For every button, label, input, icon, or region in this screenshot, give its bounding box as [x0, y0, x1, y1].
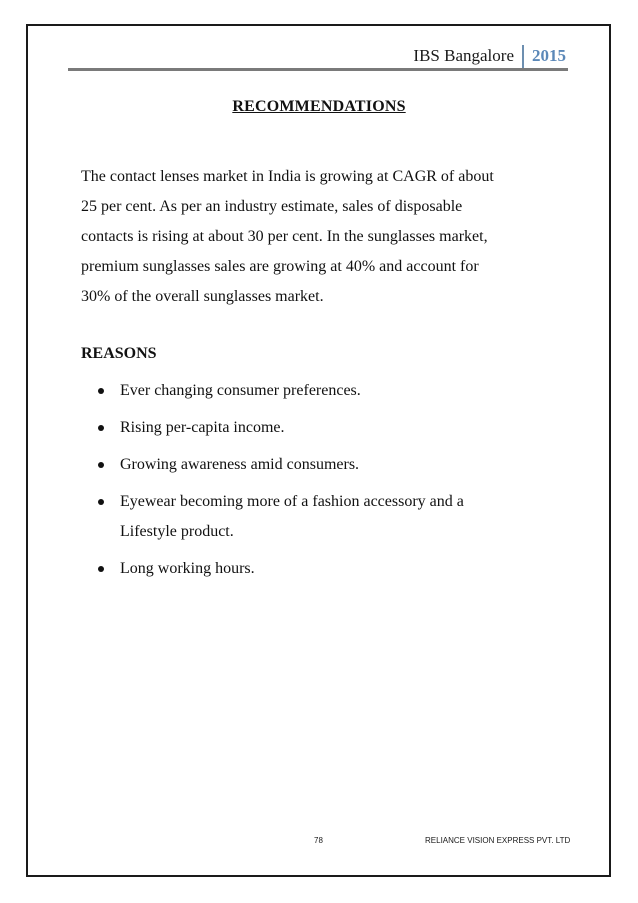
- list-item-text-continued: Lifestyle product.: [120, 523, 234, 540]
- page-header: [413, 42, 566, 70]
- paragraph-line: premium sunglasses sales are growing at 40% and account for: [81, 258, 479, 275]
- bullet-icon: [98, 462, 104, 468]
- paragraph-line: The contact lenses market in India is growing at CAGR of about: [81, 168, 494, 185]
- list-item: [96, 413, 566, 443]
- list-item: [96, 554, 566, 584]
- paragraph-line: 30% of the overall sunglasses market.: [81, 288, 324, 305]
- list-item-text: Eyewear becoming more of a fashion accessory and a: [120, 493, 464, 510]
- list-item: [96, 450, 566, 480]
- intro-paragraph: [81, 162, 561, 312]
- header-rule: [68, 68, 568, 71]
- paragraph-line: 25 per cent. As per an industry estimate, sales of disposable: [81, 198, 463, 215]
- reasons-heading: REASONS: [81, 345, 157, 362]
- list-item-text: Ever changing consumer preferences.: [120, 382, 361, 399]
- bullet-icon: [98, 499, 104, 505]
- page-title: RECOMMENDATIONS: [232, 98, 406, 115]
- list-item-text: Growing awareness amid consumers.: [120, 456, 360, 473]
- list-item: [96, 487, 566, 547]
- footer-company: RELIANCE VISION EXPRESS PVT. LTD: [425, 836, 571, 845]
- bullet-icon: [98, 566, 104, 572]
- list-item-text: Long working hours.: [120, 560, 255, 577]
- header-organization: IBS Bangalore: [413, 45, 524, 70]
- paragraph-line: contacts is rising at about 30 per cent. In the sunglasses market,: [81, 228, 488, 245]
- page-number: 78: [314, 836, 323, 845]
- list-item-text: Rising per-capita income.: [120, 419, 285, 436]
- list-item: [96, 376, 566, 406]
- bullet-icon: [98, 425, 104, 431]
- bullet-icon: [98, 388, 104, 394]
- reasons-list: [96, 376, 566, 591]
- header-year: 2015: [532, 46, 566, 65]
